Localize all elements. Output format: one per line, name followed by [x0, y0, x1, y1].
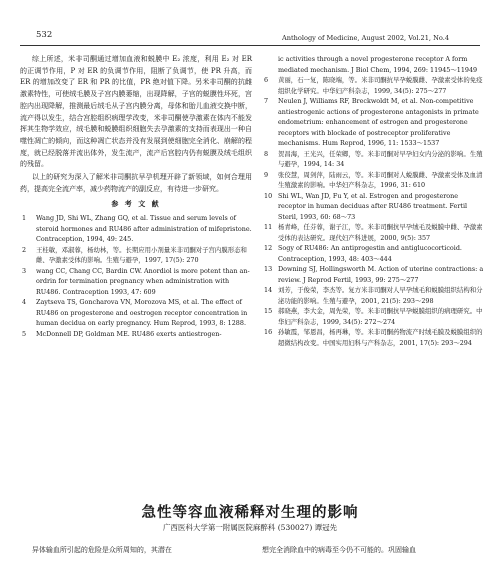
reference-item — [262, 327, 484, 348]
reference-item — [262, 96, 484, 149]
reference-item — [20, 266, 252, 298]
reference-number: 8 — [264, 149, 269, 158]
reference-text: Neulen J, Williams RF, Breckwoldt M, et al. Non-competitive antiestrogenic actions of progesterone antagonists in primate endometrium: enhancement of estrogen and progesterone receptors with blockade of postreceptor proliferative mechanisms. Hum Reprod, 1996, 11: 1533～1537 — [278, 97, 479, 147]
reference-item — [262, 306, 484, 327]
reference-number: 6 — [264, 76, 269, 84]
reference-number: 2 — [22, 245, 27, 254]
reference-item — [262, 264, 484, 285]
reference-number: 16 — [264, 328, 273, 336]
reference-number: 3 — [22, 266, 27, 275]
reference-text: Downing SJ, Hollingsworth M. Action of uterine contractions: a review. J Reprod Fertil, 1993, 99: 275～277 — [278, 265, 484, 284]
reference-text: McDonnell DP, Goldman ME. RU486 exerts antiestrogen- — [36, 329, 222, 338]
reference-number: 11 — [264, 223, 273, 231]
reference-list — [262, 54, 484, 348]
reference-text: 贺昌海，王光兴，任荣卿，等。米非司酮对早孕妇女内分泌的影响。生殖与避孕，1994, 14: 34 — [278, 149, 483, 168]
reference-text: Zaytseva TS, Goncharova VN, Morozova MS, et al. The effect of RU486 on progesterone and oestrogen receptor concentration in human decidua on early pregnancy. Hum Reprod, 1993, 8: 1288. — [36, 298, 248, 328]
right-column — [262, 54, 484, 348]
reference-list — [20, 213, 252, 339]
reference-text: 孙敏霞，邹恩昌，杨再琳，等。米非司酮药物流产时绒毛膜及蜕膜组织的超微结构改变。中国实用妇科与产科杂志，2001, 17(5): 293～294 — [278, 328, 483, 347]
reference-number: 7 — [264, 97, 269, 105]
article-body-right — [262, 545, 484, 556]
reference-text: 王桂敏，邓淑蓉，杨幼林，等。长期应用小剂量米非司酮对子宫内膜形态和雌、孕激素受体的影响。生殖与避孕，1997, 17(5): 270 — [36, 245, 247, 265]
page-header — [20, 30, 480, 46]
reference-item — [262, 191, 484, 223]
reference-item — [20, 213, 252, 245]
reference-text: wang CC, Chang CC, Bardin CW. Anordiol is more potent than an-ordrin for termination pregnancy when administration with RU486. Contraception 1993, 47: 609 — [36, 266, 250, 296]
reference-continuation: ic activities through a novel progesterone receptor A form mediated mechanism. J Biol Chem, 1994, 269: 11945～11949 — [278, 55, 478, 74]
reference-text: 黄丽，石一复，陈晓端，等。米非司酮抗早孕蜕膜雌、孕激素受体的免疫组织化学研究。中华妇产科杂志，1999, 34(5): 275～277 — [278, 76, 483, 95]
left-column — [20, 54, 252, 339]
page-number: 532 — [36, 30, 53, 40]
reference-item — [262, 149, 484, 170]
reference-number: 10 — [264, 191, 273, 200]
reference-text: 郝晓燕，李大金，周先荣，等。米非司酮抗早孕蜕膜组织的病理研究。中华妇产科杂志，1999, 34(5): 272～274 — [278, 307, 483, 326]
reference-text: Sogy of RU486: An antiprogestin and antiglucocorticoid. Contraception, 1993, 48: 403～444 — [278, 244, 462, 263]
references-heading: 参 考 文 献 — [111, 199, 161, 209]
journal-citation: Anthology of Medicine, August 2002, Vol.21, No.4 — [282, 34, 450, 42]
reference-text: Wang JD, Shi WL, Zhang GQ, et al. Tissue and serum levels of steroid hormones and RU486 after administration of mifepristone. Contraception, 1994, 49: 245. — [36, 214, 252, 244]
reference-number: 4 — [22, 298, 27, 307]
reference-number: 12 — [264, 244, 273, 252]
reference-item — [20, 297, 252, 329]
article-title: 急性等容血液稀释对生理的影响 — [141, 505, 359, 521]
reference-item — [262, 285, 484, 306]
reference-item — [262, 54, 484, 75]
article-body-left — [20, 545, 252, 556]
reference-item — [262, 170, 484, 191]
reference-number: 15 — [264, 307, 273, 315]
reference-item — [20, 245, 252, 266]
article-byline: 广西医科大学第一附属医院麻醉科 (530027) 谭冠先 — [162, 523, 338, 532]
body-paragraph: 以上的研究为深入了解米非司酮抗早孕机理开辟了新领域，如何合理用药，提高完全流产率，减少药物流产的副反应，有待进一步研究。 — [20, 173, 252, 193]
reference-text: 刘芳，于俊荣，李杰等。复方米非司酮对人早孕绒毛和蜕膜组织结构和分泌功能的影响。生殖与避孕，2001, 21(5): 293～298 — [278, 286, 483, 305]
header-rule — [20, 45, 480, 46]
reference-number: 1 — [22, 214, 27, 223]
reference-number: 9 — [264, 170, 269, 179]
reference-item — [262, 222, 484, 243]
reference-number: 5 — [22, 329, 27, 338]
reference-text: 杨青峰，任芬蓉，谢子江，等。米非司酮抗早孕绒毛及蜕膜中雌、孕激素受体的表达研究。现代妇产科进展，2000, 9(5): 357 — [278, 223, 483, 242]
reference-text: Shi WL, Wan JD, Fu Y, et al. Estrogen and progesterone receptor in human deciduas after RU486 treatment. Fertil Steril, 1993, 60: 68～73 — [278, 191, 468, 221]
reference-item — [262, 243, 484, 264]
reference-item — [262, 75, 484, 96]
article-body-text: 异体输血所引起的危险是众所周知的，其潜在 — [31, 546, 172, 554]
article-body-text: 想完全消除血中的病毒至今仍不可能的。巩固输血 — [262, 546, 416, 554]
body-paragraph: 综上所述，米非司酮通过增加血液和蜕膜中 E₂ 浓度，利用 E₂ 对 ER 的正调节作用，P 对 ER 的负调节作用，阻断了负调节，使 PR 升高，而 ER 的增加改变了 ER 和 PR 的比值，PR 绝对值下降。另米非司酮的抗雌激素特性，可使绒毛膜及子宫内膜萎缩，出现降解，子宫的蜕膜性坏死，宫腔内出现降解，推测最后绒毛从子宫内膜分离，母体和胎儿血液交换中断，流产得以发生，结合宫腔组织病理学改变，米非司酮使孕激素在体内不能发挥其生物学效应，绒毛膜和蜕膜组织细胞失去孕激素的支持而表现出一种自噬性凋亡的倾向，而这种凋亡状态并没有发展到使细胞完全消化、崩解的程度，就已经脱落并流出体外，发生流产，流产后宫腔内仍有蜕膜及绒毛组织的残留。 — [20, 55, 252, 169]
reference-text: 张佼慧，周剑萍，陆雨云，等。米非司酮对人蜕膜雌、孕激素受体及血清生殖激素的影响。中华妇产科杂志，1996, 31: 610 — [278, 170, 483, 189]
reference-item — [20, 329, 252, 340]
reference-number: 13 — [264, 265, 273, 273]
reference-number: 14 — [264, 286, 273, 294]
